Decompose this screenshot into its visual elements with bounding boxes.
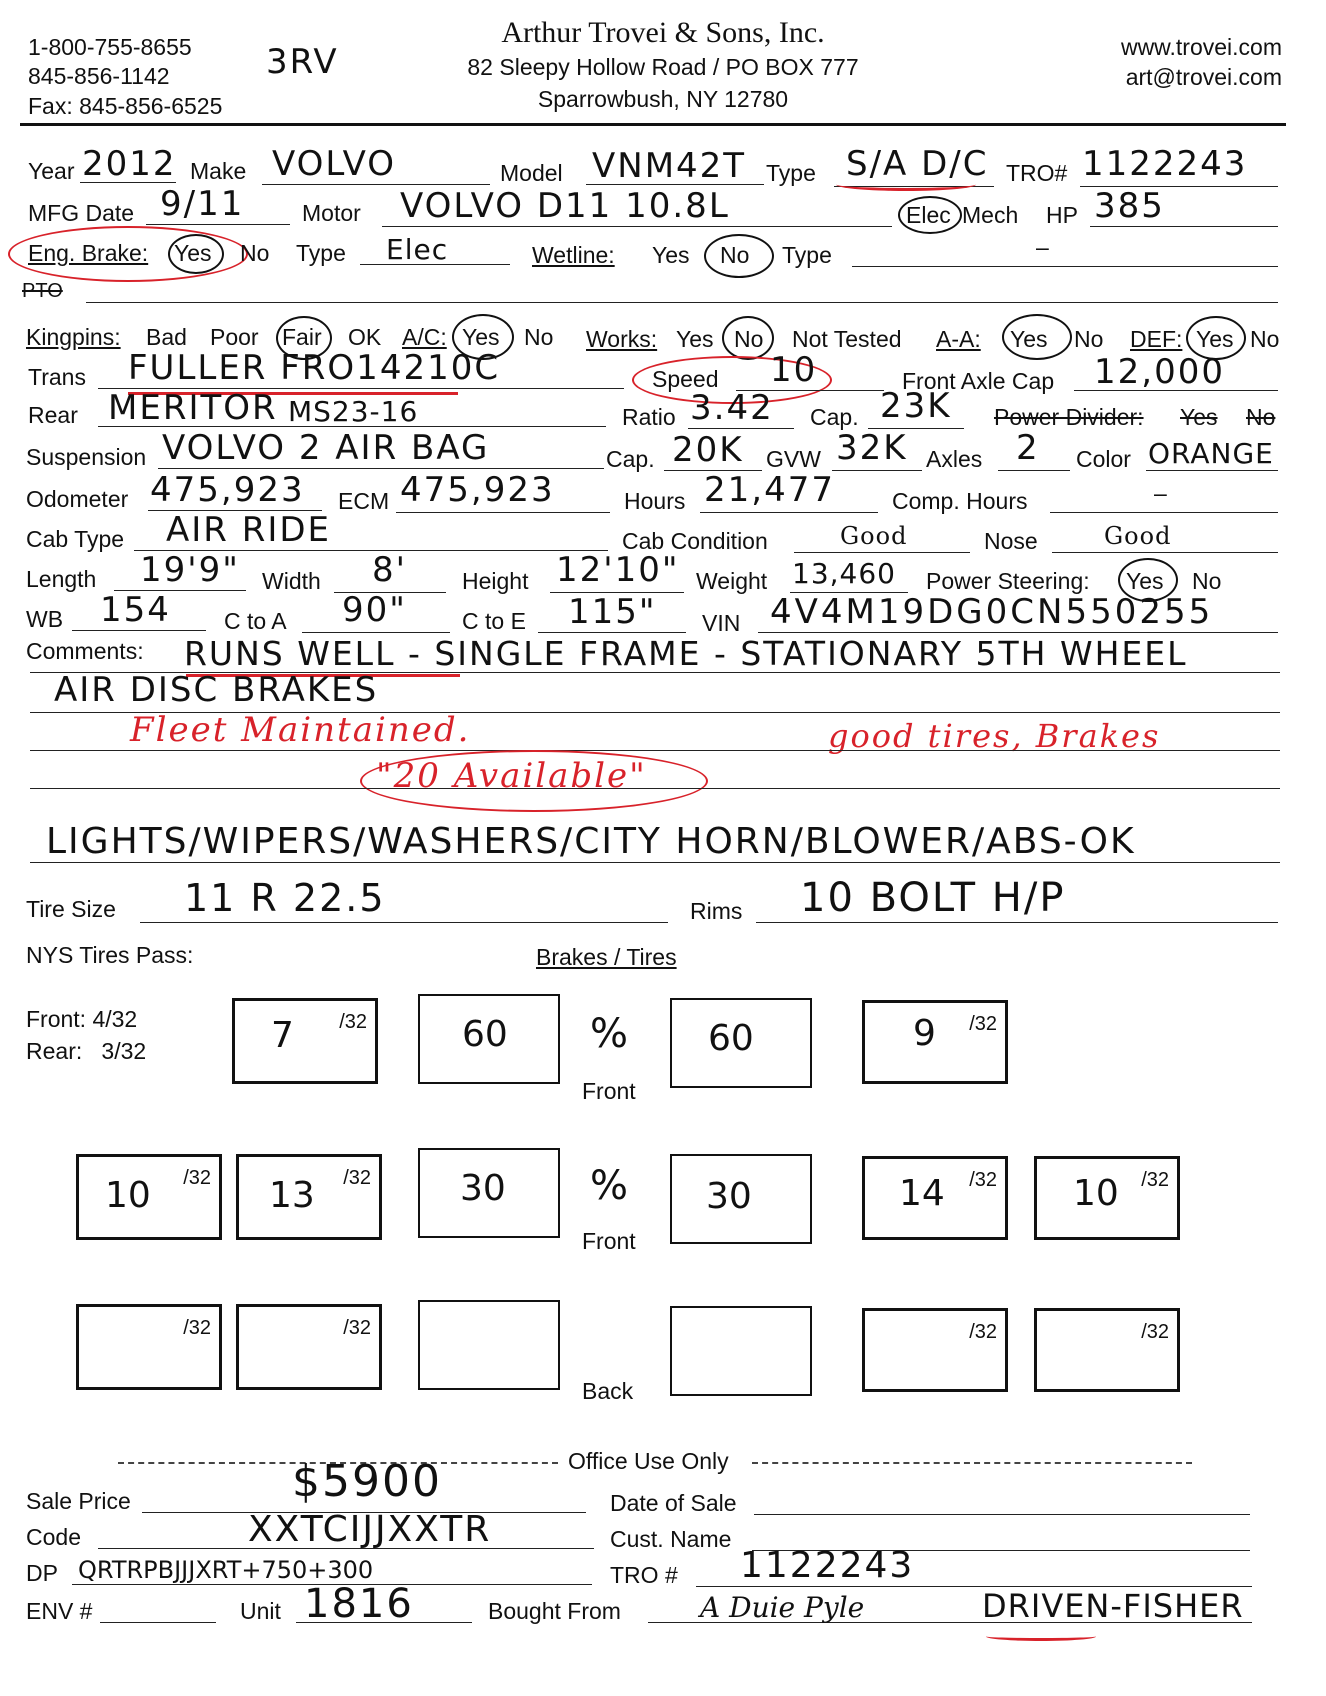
- ac-no[interactable]: No: [524, 324, 554, 350]
- tire-fraction: /32: [1141, 1169, 1169, 1191]
- kingpins-ok[interactable]: OK: [348, 324, 382, 350]
- tire-box[interactable]: [862, 1000, 1008, 1084]
- tire-tread-value: 10: [105, 1175, 151, 1216]
- axles-label: Axles: [926, 446, 983, 472]
- company-address-2: Sparrowbush, NY 12780: [537, 86, 789, 112]
- make-line: [262, 184, 490, 185]
- back-brake-label: Back: [582, 1378, 634, 1404]
- env-line: [100, 1622, 216, 1623]
- length-value: 19'9": [140, 550, 240, 590]
- eng-brake-type-value: Elec: [386, 233, 449, 266]
- c-to-a-label: C to A: [224, 608, 287, 634]
- vin-label: VIN: [702, 610, 741, 636]
- hp-line: [1090, 226, 1278, 227]
- trans-label: Trans: [28, 364, 86, 390]
- power-steering-yes[interactable]: Yes: [1126, 568, 1164, 594]
- tire-fraction: /32: [183, 1317, 211, 1339]
- front-axle-cap-label: Front Axle Cap: [902, 368, 1055, 394]
- comments-label: Comments:: [26, 638, 144, 664]
- weight-label: Weight: [696, 568, 768, 594]
- tire-tread-value: 9: [913, 1013, 936, 1054]
- eng-brake-type-label: Type: [296, 240, 346, 266]
- front-requirement: Front: 4/32: [26, 1006, 138, 1032]
- power-divider-label: Power Divider:: [994, 404, 1144, 430]
- wetline-no[interactable]: No: [720, 242, 750, 268]
- tro-hash-label: TRO #: [610, 1562, 678, 1588]
- email: art@trovei.com: [1125, 64, 1282, 90]
- pto-label: PTO: [22, 280, 63, 302]
- ecm-value: 475,923: [400, 470, 555, 510]
- tire-box[interactable]: [232, 998, 378, 1084]
- tire-tread-value: 14: [899, 1173, 945, 1214]
- power-divider-yes[interactable]: Yes: [1180, 404, 1218, 430]
- eng-brake-label: Eng. Brake:: [28, 240, 149, 266]
- elec-option[interactable]: Elec: [906, 202, 951, 228]
- eng-brake-yes[interactable]: Yes: [174, 240, 212, 266]
- tro-hash-value: 1122243: [740, 1545, 915, 1586]
- axles-value: 2: [1016, 428, 1040, 468]
- tire-box[interactable]: [236, 1154, 382, 1240]
- length-label: Length: [26, 566, 97, 592]
- eng-brake-no[interactable]: No: [240, 240, 270, 266]
- rear-cap-value: 23K: [880, 386, 952, 426]
- hours-label: Hours: [624, 488, 686, 514]
- rear-cap-label: Cap.: [810, 404, 859, 430]
- driven-note: DRIVEN-FISHER: [982, 1587, 1244, 1625]
- c-to-e-value: 115": [568, 592, 657, 632]
- year-label: Year: [28, 158, 75, 184]
- cab-type-label: Cab Type: [26, 526, 125, 552]
- susp-cap-label: Cap.: [606, 446, 655, 472]
- tire-size-label: Tire Size: [26, 896, 116, 922]
- works-label: Works:: [586, 326, 658, 352]
- gvw-value: 32K: [836, 428, 908, 468]
- code-value: XXTCIJJXXTR: [248, 1509, 492, 1550]
- rims-label: Rims: [690, 898, 743, 924]
- c-to-e-line: [538, 632, 686, 633]
- motor-line: [382, 226, 892, 227]
- brake-percent-value: 60: [462, 1014, 508, 1055]
- company-address-1: 82 Sleepy Hollow Road / PO BOX 777: [467, 54, 859, 80]
- wb-value: 154: [100, 590, 171, 630]
- ratio-label: Ratio: [622, 404, 676, 430]
- rear-label: Rear: [28, 402, 78, 428]
- type-label: Type: [766, 160, 816, 186]
- kingpins-fair[interactable]: Fair: [282, 324, 322, 350]
- type-red-underline: [836, 178, 976, 191]
- comment-rule-4: [30, 788, 1280, 789]
- wetline-type-label: Type: [782, 242, 832, 268]
- tire-box[interactable]: [862, 1308, 1008, 1392]
- c-to-a-line: [302, 632, 450, 633]
- motor-value: VOLVO D11 10.8L: [400, 186, 730, 226]
- rear-value: MERITOR: [108, 388, 278, 428]
- ratio-value: 3.42: [690, 388, 774, 428]
- suspension-label: Suspension: [26, 444, 147, 470]
- def-label: DEF:: [1130, 326, 1183, 352]
- make-label: Make: [190, 158, 247, 184]
- c-to-a-value: 90": [342, 590, 407, 630]
- tire-box[interactable]: [1034, 1156, 1180, 1240]
- office-use-only-label: Office Use Only: [568, 1448, 729, 1474]
- front-axle-cap-value: 12,000: [1094, 352, 1225, 392]
- color-value: ORANGE: [1148, 437, 1274, 470]
- works-yes[interactable]: Yes: [676, 326, 714, 352]
- company-name: Arthur Trovei & Sons, Inc.: [501, 16, 825, 49]
- rear-model-value: MS23-16: [288, 395, 419, 428]
- tire-box[interactable]: [236, 1304, 382, 1390]
- aa-no[interactable]: No: [1074, 326, 1104, 352]
- hp-value: 385: [1094, 186, 1165, 226]
- speed-label: Speed: [652, 366, 719, 392]
- tire-size-line: [140, 922, 668, 923]
- ratio-line: [688, 428, 794, 429]
- year-value: 2012: [82, 144, 177, 184]
- gvw-label: GVW: [766, 446, 821, 472]
- header-rule: [20, 123, 1286, 126]
- website: www.trovei.com: [1120, 34, 1282, 60]
- ac-label: A/C:: [402, 324, 447, 350]
- cust-name-label: Cust. Name: [610, 1526, 732, 1552]
- wetline-label: Wetline:: [532, 242, 615, 268]
- pto-line: [86, 302, 1278, 303]
- env-label: ENV #: [26, 1598, 93, 1624]
- power-steering-no[interactable]: No: [1192, 568, 1222, 594]
- ecm-label: ECM: [338, 488, 390, 514]
- susp-cap-value: 20K: [672, 430, 744, 470]
- front-brake-label: Front: [582, 1078, 636, 1104]
- front-brake-label: Front: [582, 1228, 636, 1254]
- color-label: Color: [1076, 446, 1131, 472]
- comp-hours-line: [1050, 512, 1278, 513]
- speed-value: 10: [770, 350, 818, 390]
- cab-condition-label: Cab Condition: [622, 528, 768, 554]
- unit-label: Unit: [240, 1598, 281, 1624]
- fax-number: Fax: 845-856-6525: [28, 93, 223, 119]
- power-steering-label: Power Steering:: [926, 568, 1090, 594]
- ecm-line: [396, 512, 610, 513]
- odometer-value: 475,923: [150, 470, 305, 510]
- mfg-date-label: MFG Date: [28, 200, 135, 226]
- dp-label: DP: [26, 1560, 58, 1586]
- brake-box[interactable]: [670, 998, 812, 1088]
- type-value: S/A D/C: [846, 144, 989, 184]
- brake-percent-value: 60: [708, 1018, 754, 1059]
- percent-sign: %: [590, 1011, 631, 1057]
- code-label: Code: [26, 1524, 81, 1550]
- motor-label: Motor: [302, 200, 361, 226]
- vin-value: 4V4M19DG0CN550255: [770, 592, 1214, 632]
- wetline-type-line: [852, 266, 1278, 267]
- brake-box[interactable]: [670, 1306, 812, 1396]
- tire-fraction: /32: [343, 1167, 371, 1189]
- cab-type-value: AIR RIDE: [166, 510, 332, 550]
- height-label: Height: [462, 568, 529, 594]
- hp-label: HP: [1046, 202, 1078, 228]
- nys-tires-pass-label: NYS Tires Pass:: [26, 942, 194, 968]
- aa-yes[interactable]: Yes: [1010, 326, 1048, 352]
- comment-line-5: LIGHTS/WIPERS/WASHERS/CITY HORN/BLOWER/ABS-OK: [46, 821, 1136, 862]
- sale-price-value: $5900: [292, 1456, 442, 1507]
- brakes-tires-heading: Brakes / Tires: [536, 944, 677, 970]
- hours-value: 21,477: [704, 470, 835, 510]
- tire-box[interactable]: [1034, 1308, 1180, 1392]
- tire-fraction: /32: [969, 1169, 997, 1191]
- make-value: VOLVO: [272, 144, 397, 184]
- handwritten-mark: 3RV: [266, 42, 339, 82]
- tire-fraction: /32: [969, 1013, 997, 1035]
- weight-value: 13,460: [792, 557, 896, 590]
- date-of-sale-label: Date of Sale: [610, 1490, 737, 1516]
- brake-percent-value: 30: [460, 1168, 506, 1209]
- width-label: Width: [262, 568, 321, 594]
- tire-tread-value: 10: [1073, 1173, 1119, 1214]
- comment-line-2: AIR DISC BRAKES: [54, 670, 379, 710]
- kingpins-label: Kingpins:: [26, 324, 121, 350]
- date-of-sale-line: [754, 1514, 1250, 1515]
- phone-1: 1-800-755-8655: [28, 34, 192, 60]
- odometer-label: Odometer: [26, 486, 129, 512]
- comment-line-3b: good tires, Brakes: [828, 717, 1161, 755]
- tire-fraction: /32: [343, 1317, 371, 1339]
- def-yes[interactable]: Yes: [1196, 326, 1234, 352]
- brake-percent-value: 30: [706, 1176, 752, 1217]
- def-no[interactable]: No: [1250, 326, 1280, 352]
- mech-option[interactable]: Mech: [962, 202, 1019, 228]
- tire-fraction: /32: [339, 1011, 367, 1033]
- bought-from-label: Bought From: [488, 1598, 621, 1624]
- ac-yes[interactable]: Yes: [462, 324, 500, 350]
- hours-line: [700, 512, 878, 513]
- comment-rule-5: [30, 862, 1280, 863]
- model-label: Model: [500, 160, 563, 186]
- comment-line-4: "20 Available": [376, 756, 647, 796]
- tire-fraction: /32: [1141, 1321, 1169, 1343]
- wb-label: WB: [26, 606, 64, 632]
- width-value: 8': [372, 550, 407, 590]
- height-value: 12'10": [556, 550, 680, 590]
- sale-price-label: Sale Price: [26, 1488, 131, 1514]
- model-value: VNM42T: [592, 146, 747, 186]
- comment-line-3a: Fleet Maintained.: [130, 710, 471, 750]
- dp-value: QRTRPBJJJXRT+750+300: [78, 1556, 374, 1584]
- tire-box[interactable]: [76, 1154, 222, 1240]
- nose-label: Nose: [984, 528, 1038, 554]
- tire-tread-value: 7: [271, 1015, 294, 1056]
- wetline-yes[interactable]: Yes: [652, 242, 690, 268]
- kingpins-bad[interactable]: Bad: [146, 324, 187, 350]
- tire-fraction: /32: [969, 1321, 997, 1343]
- aa-label: A-A:: [936, 326, 981, 352]
- rear-requirement: Rear: 3/32: [26, 1038, 147, 1064]
- percent-sign: %: [590, 1163, 631, 1209]
- bought-from-value: A Duie Pyle: [700, 1591, 865, 1624]
- tire-fraction: /32: [183, 1167, 211, 1189]
- kingpins-poor[interactable]: Poor: [210, 324, 259, 350]
- phone-2: 845-856-1142: [28, 63, 170, 89]
- unit-value: 1816: [304, 1581, 414, 1627]
- tro-value: 1122243: [1082, 144, 1248, 184]
- wetline-type-value: –: [1036, 234, 1049, 260]
- brake-box[interactable]: [418, 1148, 560, 1238]
- comp-hours-value: –: [1154, 480, 1167, 506]
- mfg-date-value: 9/11: [160, 184, 245, 224]
- trans-value: FULLER FRO14210C: [128, 348, 501, 388]
- comment-line-1: RUNS WELL - SINGLE FRAME - STATIONARY 5TH WHEEL: [184, 634, 1188, 673]
- comp-hours-label: Comp. Hours: [892, 488, 1028, 514]
- mfg-date-line: [146, 224, 290, 225]
- suspension-value: VOLVO 2 AIR BAG: [162, 428, 490, 468]
- axles-line: [998, 470, 1070, 471]
- vin-line: [758, 632, 1278, 633]
- brake-box[interactable]: [418, 1300, 560, 1390]
- brake-box[interactable]: [670, 1154, 812, 1244]
- driven-red-underline: [986, 1632, 1096, 1641]
- nose-value: Good: [1104, 522, 1172, 550]
- c-to-e-label: C to E: [462, 608, 526, 634]
- works-no[interactable]: No: [734, 326, 764, 352]
- comment-rule-3: [30, 750, 1280, 751]
- tro-label: TRO#: [1006, 160, 1068, 186]
- suspension-line: [158, 468, 604, 469]
- rims-value: 10 BOLT H/P: [800, 875, 1066, 921]
- tire-box[interactable]: [76, 1304, 222, 1390]
- tire-box[interactable]: [862, 1156, 1008, 1240]
- office-divider-right: [752, 1462, 1192, 1464]
- power-divider-no[interactable]: No: [1246, 404, 1276, 430]
- cab-condition-value: Good: [840, 522, 908, 550]
- gvw-line: [832, 470, 922, 471]
- tire-tread-value: 13: [269, 1175, 315, 1216]
- rims-line: [756, 922, 1278, 923]
- works-not-tested[interactable]: Not Tested: [792, 326, 902, 352]
- wb-line: [72, 630, 206, 631]
- tire-size-value: 11 R 22.5: [184, 876, 386, 920]
- brake-box[interactable]: [418, 994, 560, 1084]
